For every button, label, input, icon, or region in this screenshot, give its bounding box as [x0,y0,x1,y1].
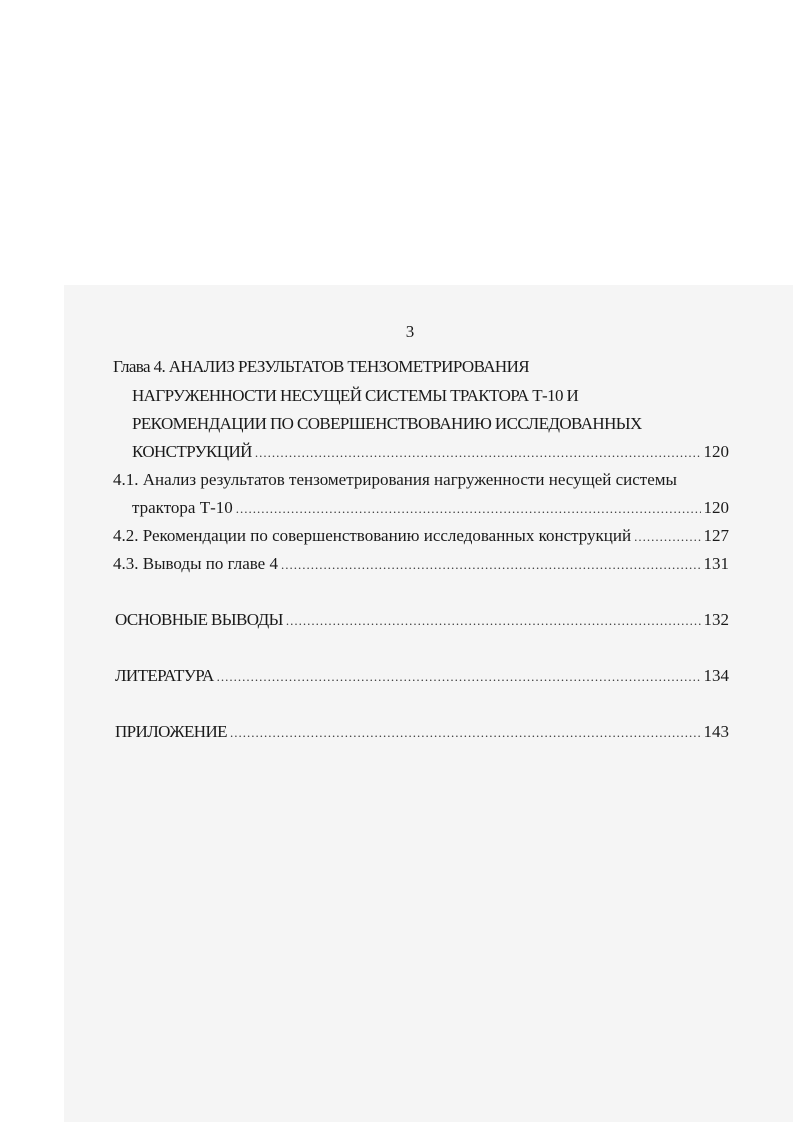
toc-entry-section-4-3[interactable] [113,554,729,575]
toc-page-number: 120 [703,498,729,517]
section-4-2-title: 4.2. Рекомендации по совершенствованию исследованных конструкций [113,526,632,545]
dot-leader [281,555,701,575]
chapter-4-title-line-1: Глава 4. АНАЛИЗ РЕЗУЛЬТАТОВ ТЕНЗОМЕТРИРОВАНИЯ [113,357,530,376]
page-number: 3 [405,322,415,341]
conclusions-title: ОСНОВНЫЕ ВЫВОДЫ [115,610,283,629]
dot-leader [236,499,701,519]
appendix-title: ПРИЛОЖЕНИЕ [115,722,227,741]
toc-entry-section-4-2[interactable] [113,526,729,547]
dot-leader [255,443,701,463]
toc-entry-section-4-1[interactable] [132,498,729,519]
literature-title: ЛИТЕРАТУРА [115,666,214,685]
dot-leader [217,667,701,687]
toc-entry-conclusions[interactable] [115,610,729,631]
toc-page-number: 131 [703,554,729,573]
chapter-4-title-line-2: НАГРУЖЕННОСТИ НЕСУЩЕЙ СИСТЕМЫ ТРАКТОРА Т-10 И [132,386,579,405]
chapter-4-title-line-4: КОНСТРУКЦИЙ [132,442,252,461]
toc-entry-chapter-4[interactable] [132,442,729,463]
section-4-1-title-line-1: 4.1. Анализ результатов тензометрирования нагруженности несущей системы [113,470,677,489]
chapter-4-title-line-3: РЕКОМЕНДАЦИИ ПО СОВЕРШЕНСТВОВАНИЮ ИССЛЕДОВАННЫХ [132,414,642,433]
dot-leader [230,723,701,743]
toc-page-number: 134 [703,666,729,685]
section-4-3-title: 4.3. Выводы по главе 4 [113,554,278,573]
toc-page-number: 132 [703,610,729,629]
section-4-1-title-line-2: трактора Т-10 [132,498,233,517]
toc-page-number: 120 [703,442,729,461]
dot-leader [634,527,700,547]
dot-leader [286,611,701,631]
toc-entry-literature[interactable] [115,666,729,687]
toc-page-number: 127 [703,526,729,545]
toc-entry-appendix[interactable] [115,722,729,743]
toc-page-number: 143 [703,722,729,741]
